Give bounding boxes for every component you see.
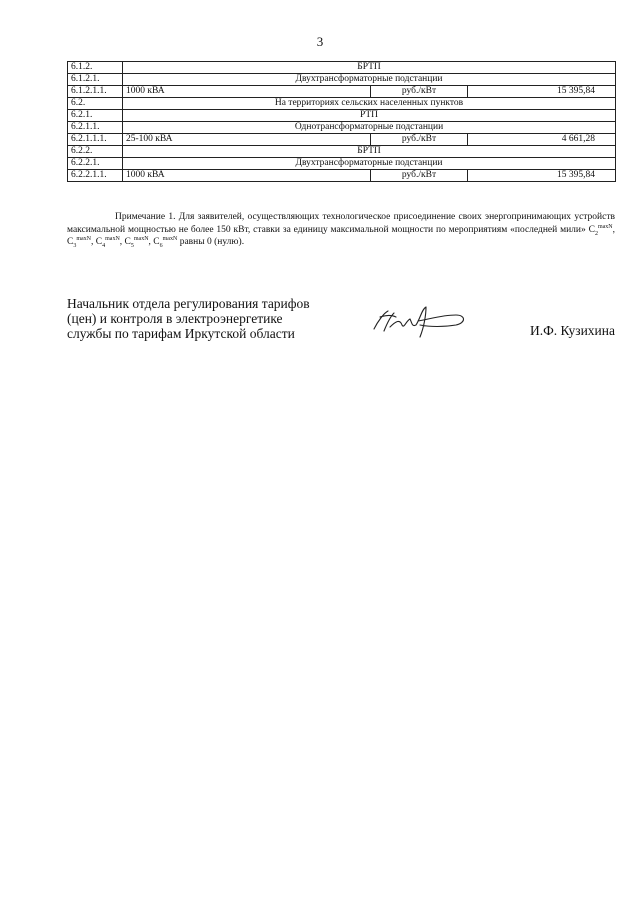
symbol-separator: , [91, 237, 96, 247]
rate-symbol-superscript: maxN [76, 235, 92, 242]
table-row [68, 62, 616, 74]
tariff-table-body [68, 62, 616, 182]
table-row [68, 86, 616, 98]
row-capacity: 1000 кВА [123, 86, 371, 98]
signer-name: И.Ф. Кузихина [529, 323, 615, 338]
rate-symbol-base: C [124, 237, 131, 247]
page-number: 3 [316, 34, 324, 49]
signature-title-line: (цен) и контроля в электроэнергетике [67, 311, 283, 326]
table-row [68, 158, 616, 170]
rate-symbol [67, 237, 91, 247]
row-code: 6.1.2. [68, 62, 123, 74]
row-section-title: БРТП [123, 62, 616, 74]
table-row [68, 122, 616, 134]
symbol-separator: , [119, 237, 125, 247]
row-value: 4 661,28 [468, 134, 616, 146]
signature-title-line: Начальник отдела регулирования тарифов [67, 296, 310, 311]
note-paragraph [67, 211, 615, 249]
table-row [68, 74, 616, 86]
rate-symbol-index: 3 [73, 242, 77, 249]
rate-symbol-index: 2 [594, 230, 598, 237]
rate-symbol-base: C [67, 237, 74, 247]
symbol-separator: , [148, 237, 154, 247]
signature-title-line: службы по тарифам Иркутской области [67, 326, 295, 341]
row-section-title: Двухтрансформаторные подстанции [123, 74, 616, 86]
rate-symbol-superscript: maxN [133, 235, 149, 242]
row-code: 6.2.1.1. [68, 122, 123, 134]
table-row [68, 98, 616, 110]
row-code: 6.2. [68, 98, 123, 110]
table-row [68, 146, 616, 158]
row-section-title: На территориях сельских населенных пунктов [123, 98, 616, 110]
row-code: 6.2.1.1.1. [68, 134, 123, 146]
row-section-title: Двухтрансформаторные подстанции [123, 158, 616, 170]
note-text-after: равны 0 (нулю). [177, 237, 245, 247]
row-value: 15 395,84 [468, 86, 616, 98]
note-text-before: Примечание 1. Для заявителей, осуществляющих технологическое присоединение своих энергопринимающих устройств максимальной мощностью не более 150 кВт, ставки за единицу максимальной мощности по мероприятиям «последней мили» [67, 212, 615, 235]
row-section-title: Однотрансформаторные подстанции [123, 122, 616, 134]
row-unit: руб./кВт [371, 86, 468, 98]
row-unit: руб./кВт [371, 170, 468, 182]
rate-symbol-superscript: maxN [162, 235, 178, 242]
row-code: 6.2.2.1.1. [68, 170, 123, 182]
rate-symbol-index: 5 [130, 242, 134, 249]
rate-symbol-index: 6 [159, 242, 163, 249]
rate-symbol-superscript: maxN [105, 235, 120, 242]
symbol-separator: , [612, 224, 615, 235]
rate-symbol-superscript: maxN [597, 223, 613, 230]
rate-symbol [153, 237, 177, 247]
handwritten-signature [370, 303, 470, 339]
row-capacity: 1000 кВА [123, 170, 371, 182]
row-code: 6.2.2.1. [68, 158, 123, 170]
row-code: 6.1.2.1. [68, 74, 123, 86]
row-section-title: РТП [123, 110, 616, 122]
rate-symbol [125, 237, 149, 247]
rate-symbol-base: C [153, 237, 160, 247]
rate-symbol-index: 4 [102, 242, 106, 249]
signature-title [67, 296, 310, 341]
row-unit: руб./кВт [371, 134, 468, 146]
row-value: 15 395,84 [468, 170, 616, 182]
rate-symbol [589, 225, 613, 235]
rate-symbol [96, 237, 120, 247]
rate-symbol-base: C [95, 237, 103, 247]
table-row [68, 170, 616, 182]
row-code: 6.2.1. [68, 110, 123, 122]
row-code: 6.2.2. [68, 146, 123, 158]
row-code: 6.1.2.1.1. [68, 86, 123, 98]
tariff-table [67, 61, 616, 182]
table-row [68, 110, 616, 122]
row-section-title: БРТП [123, 146, 616, 158]
rate-symbol-base: C [588, 224, 595, 235]
table-row [68, 134, 616, 146]
row-capacity: 25-100 кВА [123, 134, 371, 146]
